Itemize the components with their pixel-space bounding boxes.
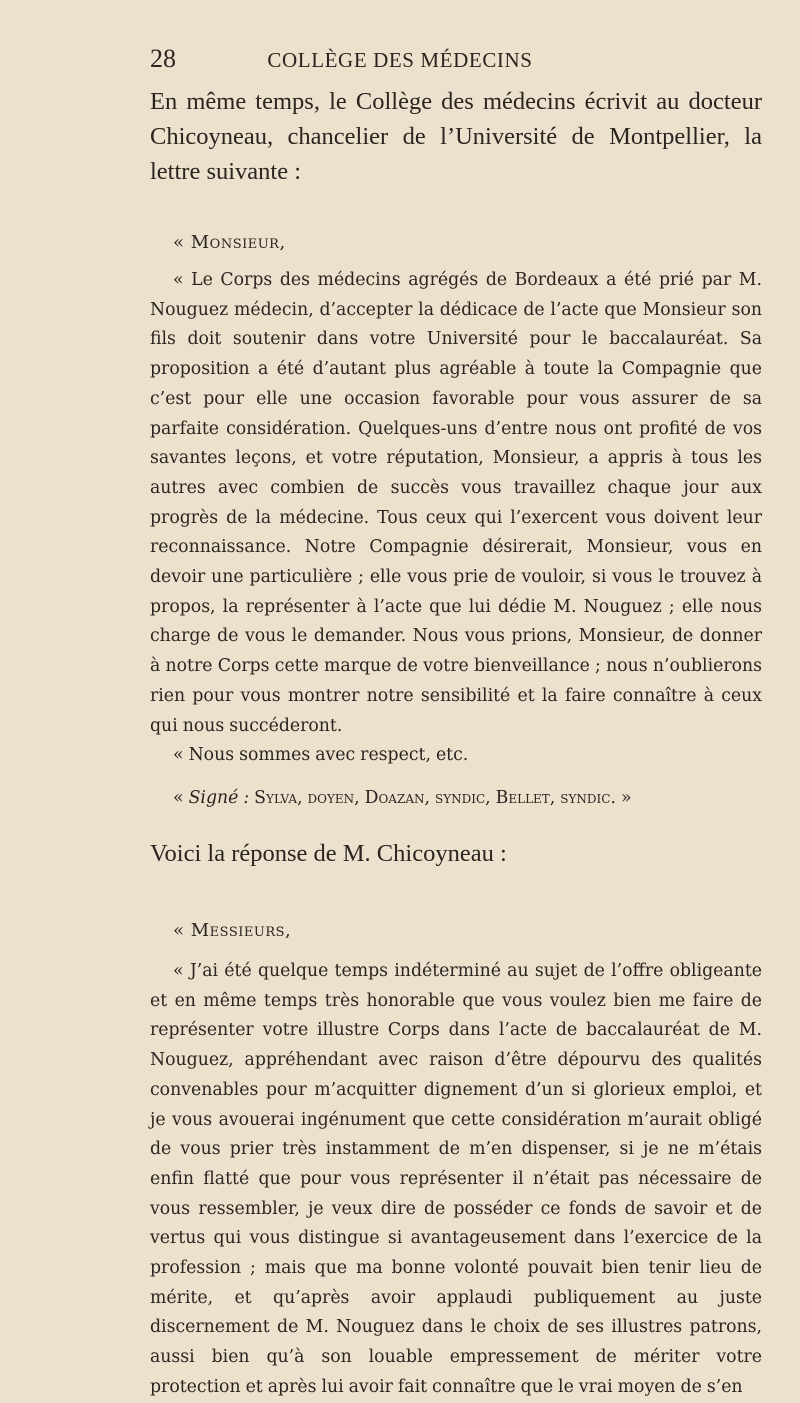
reply-salutation-messieurs: « Messieurs,	[173, 920, 292, 941]
running-head	[0, 44, 800, 74]
signature-names: Sylva, doyen, Doazan, syndic, Bellet, syndic. »	[249, 788, 632, 808]
reply-intro: Voici la réponse de M. Chicoyneau :	[150, 840, 507, 867]
letter-signature	[150, 784, 762, 814]
letter-salutation-monsieur: « Monsieur,	[173, 232, 286, 253]
signature-label: Signé :	[188, 788, 250, 808]
intro-paragraph: En même temps, le Collège des médecins écrivit au docteur Chicoyneau, chancelier de l’Université de Montpellier, la lettre suivante :	[150, 88, 762, 185]
page-number: 28	[150, 44, 176, 73]
running-title: COLLÈGE DES MÉDECINS	[267, 48, 533, 72]
signature-prefix: «	[173, 788, 189, 808]
reply-letter-body: « J’ai été quelque temps indéterminé au sujet de l’offre obligeante et en même temps très honorable que vous voulez bien me faire de représenter votre illustre Corps dans l’acte de baccalauréat de M. Nouguez, appréhendant avec raison d’être dépourvu des qualités convenables pour m’acquitter dignement d’un si glorieux emploi, et je vous avouerai ingénument que cette considération m’aurait obligé de vous prier très instamment de m’en dispenser, si je ne m’étais enfin flatté que pour vous représenter il n’était pas nécessaire de vous ressembler, je veux dire de posséder ce fonds de savoir et de vertus qui vous distingue si avantageusement dans l’exercice de la profession ; mais que ma bonne volonté pouvait bien tenir lieu de mérite, et qu’après avoir applaudi publiquement au juste discernement de M. Nouguez dans le choix de ses illustres patrons, aussi bien qu’à son louable empressement de mériter votre protection et après lui avoir fait connaître que le vrai moyen de s’en	[150, 961, 762, 1397]
letter-body-college: « Le Corps des médecins agrégés de Bordeaux a été prié par M. Nouguez médecin, d’accepter la dédicace de l’acte que Monsieur son fils doit soutenir dans votre Université pour le baccalauréat. Sa proposition a été d’autant plus agréable à toute la Compagnie que c’est pour elle une occasion favorable pour vous assurer de sa parfaite considération. Quelques-uns d’entre nous ont profité de vos savantes leçons, et votre réputation, Monsieur, a appris à tous les autres avec combien de succès vous travaillez chaque jour aux progrès de la médecine. Tous ceux qui l’exercent vous doivent leur reconnaissance. Notre Compagnie désirerait, Monsieur, vous en devoir une particulière ; elle vous prie de vouloir, si vous le trouvez à propos, la représenter à l’acte que lui dédie M. Nouguez ; elle nous charge de vous le demander. Nous vous prions, Monsieur, de donner à notre Corps cette marque de votre bienveillance ; nous n’oublierons rien pour vous montrer notre sensibilité et la faire connaître à ceux qui nous succéderont.	[150, 270, 762, 736]
letter-closing: « Nous sommes avec respect, etc.	[173, 745, 469, 765]
